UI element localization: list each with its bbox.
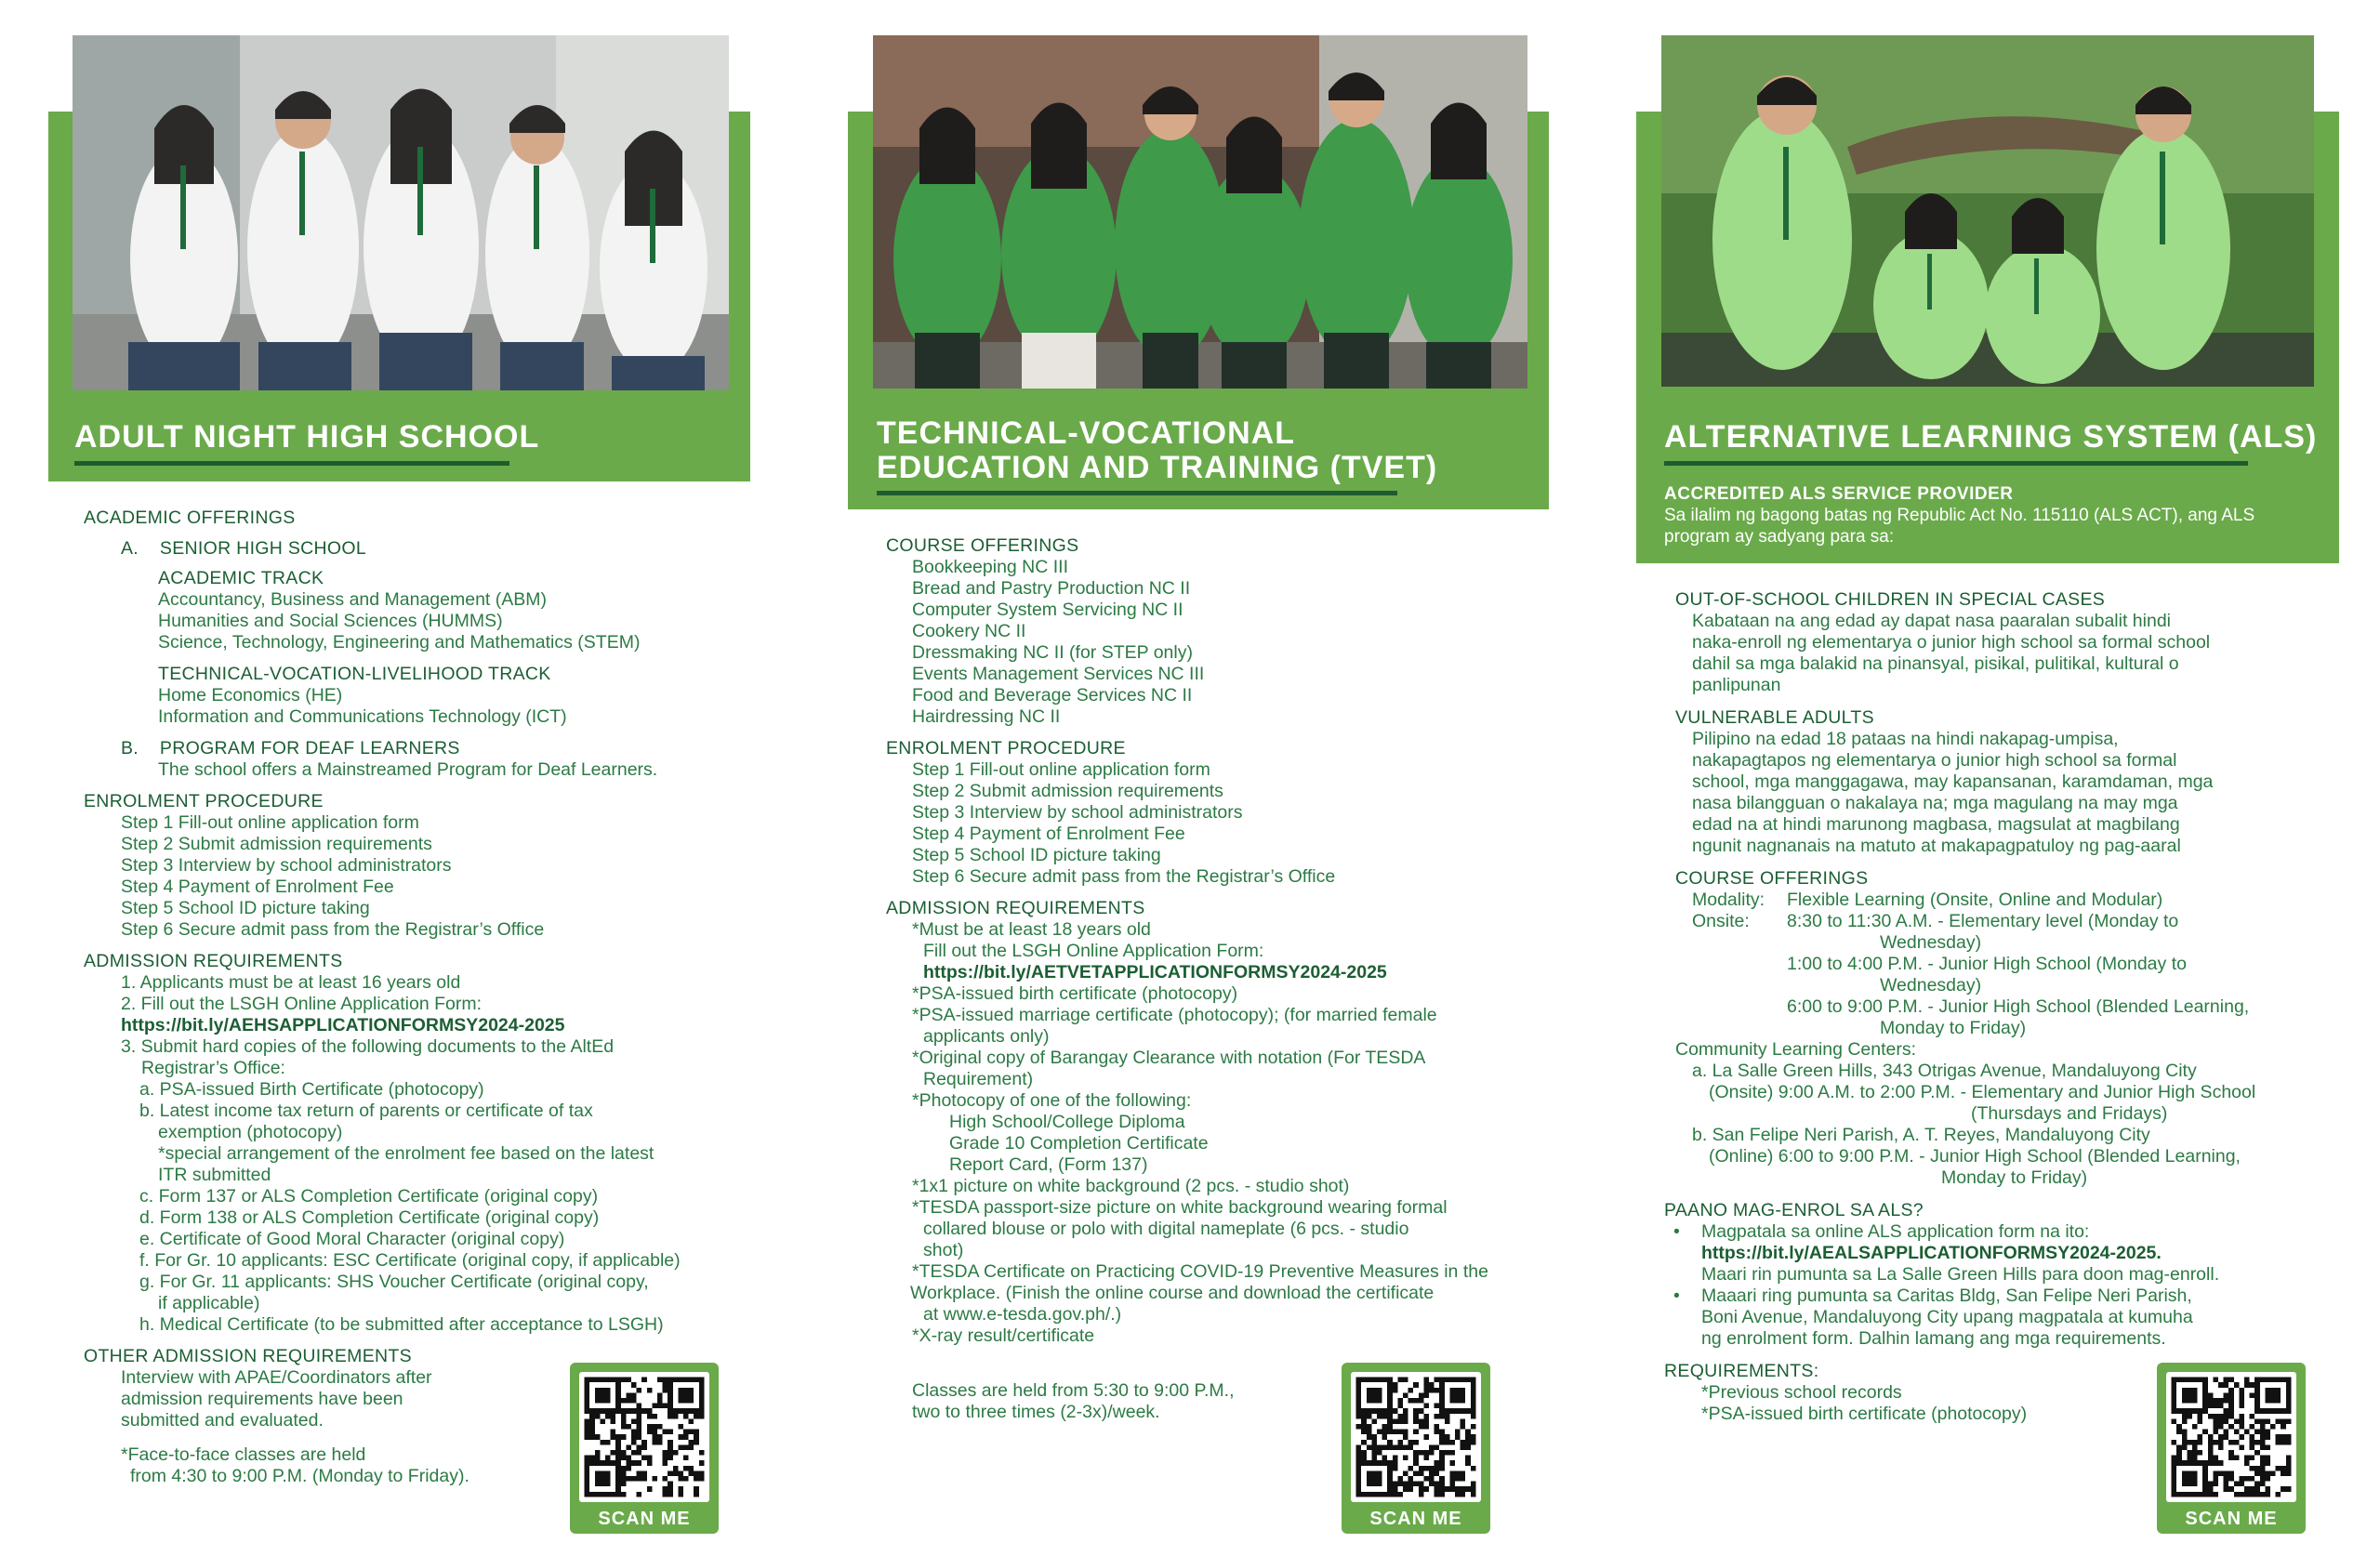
step-item: Step 4 Payment of Enrolment Fee — [121, 877, 394, 897]
schedule-line: Wednesday) — [1880, 975, 1982, 996]
clc-line: Monday to Friday) — [1941, 1167, 2088, 1188]
strand-item: Science, Technology, Engineering and Mathematics (STEM) — [158, 632, 641, 653]
requirement-item: *Previous school records — [1701, 1382, 1902, 1403]
course-item: Cookery NC II — [912, 621, 1026, 641]
modality-label: Modality: — [1692, 890, 1765, 910]
step-item: Step 1 Fill-out online application form — [912, 759, 1210, 780]
staff-photo — [873, 35, 1527, 389]
schedule-line: Wednesday) — [1880, 932, 1982, 953]
onsite-row — [1664, 911, 2255, 932]
step-item: Step 5 School ID picture taking — [121, 898, 370, 918]
course-item: Dressmaking NC II (for STEP only) — [912, 642, 1193, 663]
bullet-icon: • — [1673, 1286, 1680, 1306]
column-tvet — [793, 0, 1586, 1556]
scan-me-label: SCAN ME — [598, 1509, 691, 1529]
column-adult-night-high-school — [0, 0, 793, 1556]
how-to-enrol-heading: PAANO MAG-ENROL SA ALS? — [1664, 1200, 1924, 1220]
va-text: school, mga manggagawa, may kapansanan, karamdaman, mga — [1692, 771, 2214, 792]
osc-text: dahil sa mga balakid na pinansyal, pisikal, pulitikal, kultural o — [1692, 653, 2179, 674]
strand-item: Humanities and Social Sciences (HUMMS) — [158, 611, 503, 631]
document-item: f. For Gr. 10 applicants: ESC Certificate (original copy, if applicable) — [139, 1250, 681, 1271]
osc-heading: OUT-OF-SCHOOL CHILDREN IN SPECIAL CASES — [1675, 589, 2106, 610]
onsite-label: Onsite: — [1692, 911, 1750, 931]
deaf-program-text: The school offers a Mainstreamed Program for Deaf Learners. — [158, 759, 658, 780]
deaf-label: PROGRAM FOR DEAF LEARNERS — [159, 738, 460, 758]
va-text: Pilipino na edad 18 pataas na hindi nakapag-umpisa, — [1692, 729, 2119, 749]
schedule-line: 1:00 to 4:00 P.M. - Junior High School (Monday to — [1787, 954, 2187, 974]
enrol-bullet-text: ng enrolment form. Dalhin lamang ang mga requirements. — [1701, 1328, 2166, 1349]
academic-offerings-heading: ACADEMIC OFFERINGS — [84, 508, 296, 528]
hero-title-line1: TECHNICAL-VOCATIONAL — [877, 415, 1295, 451]
requirement-item: Workplace. (Finish the online course and download the certificate — [910, 1283, 1435, 1303]
photocopy-option: Grade 10 Completion Certificate — [949, 1133, 1209, 1154]
hero-title-line2: EDUCATION AND TRAINING (TVET) — [877, 450, 1438, 485]
requirement-item: applicants only) — [923, 1026, 1050, 1047]
photocopy-option: High School/College Diploma — [949, 1112, 1185, 1132]
requirement-item: *Original copy of Barangay Clearance with notation (For TESDA — [912, 1048, 1426, 1068]
enrol-bullet-1 — [1664, 1221, 2255, 1243]
col2-body — [886, 535, 1488, 1423]
other-requirements-heading: OTHER ADMISSION REQUIREMENTS — [84, 1346, 412, 1366]
document-item: a. PSA-issued Birth Certificate (photocopy) — [139, 1079, 484, 1100]
enrol-bullet-text: Maaari ring pumunta sa Caritas Bldg, San Felipe Neri Parish, — [1701, 1286, 2192, 1306]
als-provider-heading: ACCREDITED ALS SERVICE PROVIDER — [1664, 484, 2014, 504]
requirement-item: 3. Submit hard copies of the following documents to the AltEd — [121, 1036, 615, 1057]
va-text: nakapagtapos ng elementarya o junior high school sa formal — [1692, 750, 2177, 771]
requirements-heading: REQUIREMENTS: — [1664, 1361, 1819, 1381]
class-schedule-note: from 4:30 to 9:00 P.M. (Monday to Friday). — [130, 1466, 469, 1486]
clc-line: a. La Salle Green Hills, 343 Otrigas Avenue, Mandaluyong City — [1692, 1061, 2197, 1081]
scan-me-label: SCAN ME — [2185, 1509, 2278, 1529]
course-item: Events Management Services NC III — [912, 664, 1205, 684]
va-text: ngunit nagnanais na matuto at makapagpatuloy ng pag-aaral — [1692, 836, 2181, 856]
requirement-item: 1. Applicants must be at least 16 years old — [121, 972, 461, 993]
other-requirement-line: submitted and evaluated. — [121, 1410, 324, 1431]
requirement-item: *TESDA passport-size picture on white background wearing formal — [912, 1197, 1448, 1218]
qr-code[interactable] — [579, 1372, 709, 1502]
clc-label: Community Learning Centers: — [1675, 1039, 1917, 1060]
step-item: Step 2 Submit admission requirements — [121, 834, 432, 854]
qr-code[interactable] — [1351, 1372, 1481, 1502]
enrol-bullet-text: Boni Avenue, Mandaluyong City upang magpatala at kumuha — [1701, 1307, 2193, 1327]
requirement-item: *PSA-issued birth certificate (photocopy) — [1701, 1404, 2028, 1424]
enrol-bullet-text: Magpatala sa online ALS application form na ito: — [1701, 1221, 2090, 1242]
other-requirement-line: admission requirements have been — [121, 1389, 403, 1409]
qr-code-card[interactable] — [1342, 1363, 1490, 1534]
requirement-item: Registrar’s Office: — [141, 1058, 285, 1078]
requirement-item: *X-ray result/certificate — [912, 1325, 1095, 1346]
deaf-program-heading — [84, 738, 681, 759]
clc-line: (Onsite) 9:00 A.M. to 2:00 P.M. - Elementary and Junior High School — [1709, 1082, 2256, 1102]
column-als — [1586, 0, 2380, 1556]
students-photo — [73, 35, 729, 390]
document-item: exemption (photocopy) — [158, 1122, 343, 1142]
photocopy-option: Report Card, (Form 137) — [949, 1154, 1148, 1175]
title-underline — [1664, 461, 2248, 466]
admission-heading: ADMISSION REQUIREMENTS — [886, 898, 1145, 918]
application-form-link[interactable]: https://bit.ly/AEHSAPPLICATIONFORMSY2024-2025 — [121, 1015, 565, 1035]
requirement-item: *Must be at least 18 years old — [912, 919, 1151, 940]
requirement-item: *1x1 picture on white background (2 pcs. - studio shot) — [912, 1176, 1350, 1196]
admission-heading: ADMISSION REQUIREMENTS — [84, 951, 343, 971]
hero-title — [877, 416, 1437, 485]
course-offerings-heading: COURSE OFFERINGS — [1675, 868, 1869, 889]
als-provider-text: Sa ilalim ng bagong batas ng Republic Act No. 115110 (ALS ACT), ang ALS — [1664, 506, 2255, 525]
strand-item: Accountancy, Business and Management (ABM) — [158, 589, 548, 610]
enrol-bullet-2 — [1664, 1286, 2255, 1307]
course-item: Food and Beverage Services NC II — [912, 685, 1193, 705]
clc-line: b. San Felipe Neri Parish, A. T. Reyes, Mandaluyong City — [1692, 1125, 2150, 1145]
step-item: Step 3 Interview by school administrators — [121, 855, 452, 876]
clc-line: (Online) 6:00 to 9:00 P.M. - Junior High School (Blended Learning, — [1709, 1146, 2241, 1167]
modality-row — [1664, 890, 2255, 911]
step-item: Step 1 Fill-out online application form — [121, 812, 419, 833]
va-text: edad na at hindi marunong magbasa, magsulat at magbilang — [1692, 814, 2180, 835]
tvl-strand-item: Information and Communications Technology (ICT) — [158, 706, 567, 727]
other-requirement-line: Interview with APAE/Coordinators after — [121, 1367, 432, 1388]
document-item: ITR submitted — [158, 1165, 271, 1185]
document-item: c. Form 137 or ALS Completion Certificate (original copy) — [139, 1186, 599, 1207]
class-schedule-note: Classes are held from 5:30 to 9:00 P.M., — [912, 1380, 1235, 1401]
title-underline — [877, 491, 1397, 495]
document-item: e. Certificate of Good Moral Character (original copy) — [139, 1229, 565, 1249]
document-item: *special arrangement of the enrolment fee based on the latest — [158, 1143, 654, 1164]
als-provider-block — [1664, 483, 2254, 547]
step-item: Step 5 School ID picture taking — [912, 845, 1161, 865]
step-item: Step 6 Secure admit pass from the Registrar’s Office — [121, 919, 545, 940]
bullet-icon: • — [1673, 1221, 1680, 1242]
enrolment-heading: ENROLMENT PROCEDURE — [886, 738, 1126, 758]
enrolment-heading: ENROLMENT PROCEDURE — [84, 791, 324, 811]
academic-track-heading: ACADEMIC TRACK — [158, 568, 324, 588]
step-item: Step 2 Submit admission requirements — [912, 781, 1223, 801]
document-item: h. Medical Certificate (to be submitted after acceptance to LSGH) — [139, 1314, 664, 1335]
step-item: Step 6 Secure admit pass from the Registrar’s Office — [912, 866, 1336, 887]
schedule-line: 8:30 to 11:30 A.M. - Elementary level (Monday to — [1787, 911, 2179, 931]
shs-letter: A. — [121, 538, 139, 559]
title-underline — [74, 461, 509, 466]
clc-line: (Thursdays and Fridays) — [1971, 1103, 2168, 1124]
tvl-track-heading: TECHNICAL-VOCATION-LIVELIHOOD TRACK — [158, 664, 551, 684]
als-application-link[interactable]: https://bit.ly/AEALSAPPLICATIONFORMSY2024-2025. — [1701, 1243, 2162, 1263]
osc-text: panlipunan — [1692, 675, 1781, 695]
osc-text: Kabataan na ang edad ay dapat nasa paaralan subalit hindi — [1692, 611, 2171, 631]
course-item: Bookkeeping NC III — [912, 557, 1069, 577]
course-item: Hairdressing NC II — [912, 706, 1061, 727]
enrol-bullet-text: Maari rin pumunta sa La Salle Green Hills para doon mag-enroll. — [1701, 1264, 2220, 1285]
document-item: if applicable) — [158, 1293, 260, 1313]
class-schedule-note: two to three times (2-3x)/week. — [912, 1402, 1160, 1422]
class-schedule-note: *Face-to-face classes are held — [121, 1444, 366, 1465]
document-item: b. Latest income tax return of parents or certificate of tax — [139, 1101, 593, 1121]
schedule-line: 6:00 to 9:00 P.M. - Junior High School (Blended Learning, — [1787, 996, 2250, 1017]
shs-heading — [84, 538, 681, 560]
schedule-line: Monday to Friday) — [1880, 1018, 2027, 1038]
document-item: d. Form 138 or ALS Completion Certificate (original copy) — [139, 1207, 600, 1228]
step-item: Step 3 Interview by school administrators — [912, 802, 1243, 823]
hero-title: ADULT NIGHT HIGH SCHOOL — [74, 419, 540, 455]
qr-code-card[interactable] — [2157, 1363, 2306, 1534]
requirement-item: at www.e-tesda.gov.ph/.) — [923, 1304, 1122, 1325]
requirement-item: *Photocopy of one of the following: — [912, 1090, 1192, 1111]
requirement-item: Requirement) — [923, 1069, 1034, 1089]
qr-code-card[interactable] — [570, 1363, 719, 1534]
step-item: Step 4 Payment of Enrolment Fee — [912, 824, 1185, 844]
requirement-item: shot) — [923, 1240, 964, 1260]
requirement-item: 2. Fill out the LSGH Online Application Form: — [121, 994, 483, 1014]
vulnerable-adults-heading: VULNERABLE ADULTS — [1675, 707, 1874, 728]
modality-value: Flexible Learning (Onsite, Online and Modular) — [1787, 890, 2163, 910]
als-photo — [1661, 35, 2314, 387]
requirement-item: Fill out the LSGH Online Application Form: — [923, 941, 1264, 961]
application-form-link[interactable]: https://bit.ly/AETVETAPPLICATIONFORMSY2024-2025 — [923, 962, 1387, 982]
va-text: nasa bilangguan o nakalaya na; mga magulang na may mga — [1692, 793, 2178, 813]
requirement-item: *PSA-issued marriage certificate (photocopy); (for married female — [912, 1005, 1437, 1025]
hero-title: ALTERNATIVE LEARNING SYSTEM (ALS) — [1664, 419, 2318, 455]
col3-body — [1664, 589, 2255, 1425]
requirement-item: *PSA-issued birth certificate (photocopy) — [912, 983, 1238, 1004]
scan-me-label: SCAN ME — [1369, 1509, 1462, 1529]
requirement-item: collared blouse or polo with digital nameplate (6 pcs. - studio — [923, 1219, 1409, 1239]
als-provider-text: program ay sadyang para sa: — [1664, 527, 1895, 547]
requirement-item: *TESDA Certificate on Practicing COVID-19 Preventive Measures in the — [912, 1261, 1488, 1282]
course-item: Bread and Pastry Production NC II — [912, 578, 1191, 599]
tvl-strand-item: Home Economics (HE) — [158, 685, 343, 705]
course-offerings-heading: COURSE OFFERINGS — [886, 535, 1079, 556]
document-item: g. For Gr. 11 applicants: SHS Voucher Certificate (original copy, — [139, 1272, 649, 1292]
course-item: Computer System Servicing NC II — [912, 600, 1183, 620]
osc-text: naka-enroll ng elementarya o junior high school sa formal school — [1692, 632, 2211, 653]
qr-code[interactable] — [2166, 1372, 2296, 1502]
shs-label: SENIOR HIGH SCHOOL — [159, 538, 367, 559]
col1-body — [84, 508, 681, 1487]
deaf-letter: B. — [121, 738, 139, 758]
